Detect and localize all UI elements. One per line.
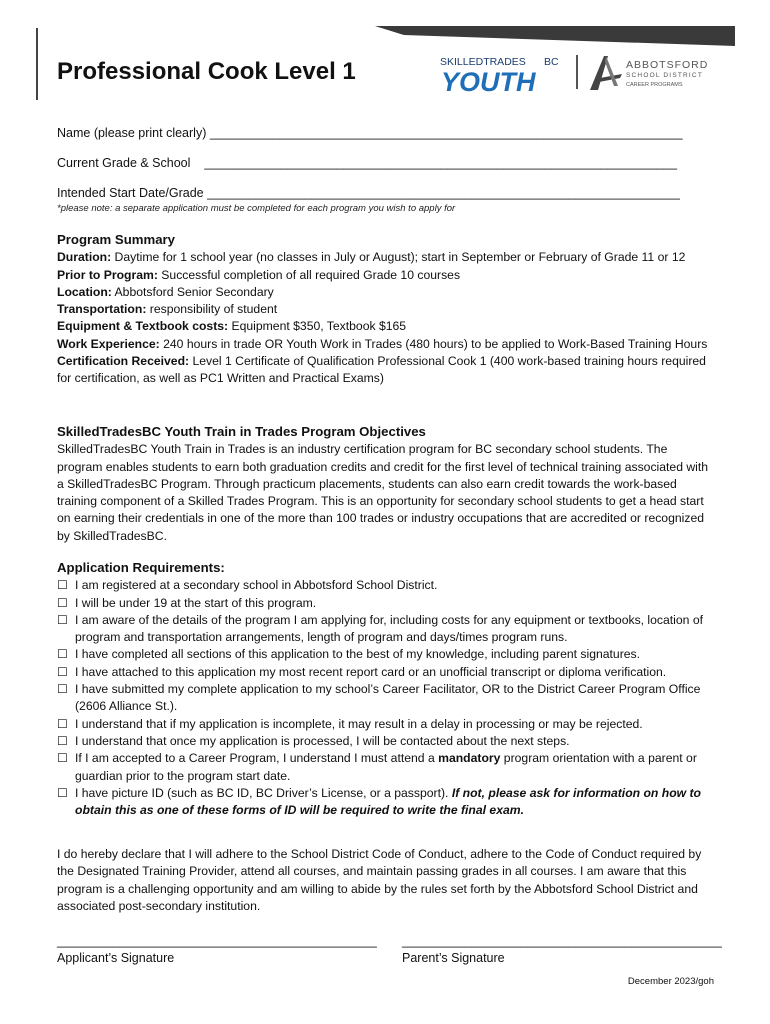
- checkbox-icon[interactable]: ☐: [57, 647, 68, 662]
- name-label: Name (please print clearly): [57, 126, 207, 140]
- requirement-item[interactable]: ☐ I have completed all sections of this application to the best of my knowledge, including parent signatures.: [57, 646, 714, 663]
- requirement-item[interactable]: ☐ I understand that once my application is processed, I will be contacted about the next steps.: [57, 733, 714, 750]
- checkbox-icon[interactable]: ☐: [57, 751, 68, 766]
- declaration: I do hereby declare that I will adhere to the School District Code of Conduct, adhere to the Code of Conduct required by the Designated Training Provider, attend all courses, and maintain passing grades in all courses. I am aware that this program is a challenging opportunity and am willing to abide by the rules set forth by the Abbotsford School District and associated post-secondary institution.: [57, 847, 702, 913]
- page-corner-rule: [36, 28, 38, 100]
- program-summary-heading: Program Summary: [57, 232, 175, 247]
- summary-location: Location: Abbotsford Senior Secondary: [57, 284, 274, 299]
- grade-school-label: Current Grade & School: [57, 156, 191, 170]
- application-requirements: [57, 559, 714, 819]
- requirement-item[interactable]: ☐ I have submitted my complete application to my school’s Career Facilitator, OR to the District Career Program Office (2606 Alliance St.).: [57, 681, 714, 716]
- checkbox-icon[interactable]: ☐: [57, 664, 68, 679]
- requirement-item[interactable]: ☐ I am registered at a secondary school in Abbotsford School District.: [57, 577, 714, 594]
- checkbox-icon[interactable]: ☐: [57, 682, 68, 697]
- summary-costs: Equipment & Textbook costs: Equipment $350, Textbook $165: [57, 319, 407, 334]
- header-decor-bar: [375, 26, 735, 46]
- summary-transportation: Transportation: responsibility of student: [57, 302, 278, 317]
- requirement-item[interactable]: ☐ I understand that if my application is incomplete, it may result in a delay in processing or may be rejected.: [57, 716, 714, 733]
- start-date-label: Intended Start Date/Grade: [57, 186, 204, 200]
- requirement-item[interactable]: ☐ I am aware of the details of the program I am applying for, including costs for any equipment or textbooks, location of program and transportation arrangements, length of program and days/times program runs.: [57, 612, 714, 647]
- logo-stb-top: SKILLEDTRADES: [440, 56, 526, 68]
- logo-stb-youth: YOUTH: [441, 67, 536, 94]
- summary-prior: Prior to Program: Successful completion of all required Grade 10 courses: [57, 267, 461, 282]
- requirements-heading: Application Requirements:: [57, 560, 225, 575]
- logo-asd-district: SCHOOL DISTRICT: [626, 72, 703, 79]
- separate-application-note: *please note: a separate application must be completed for each program you wish to apply for: [57, 203, 456, 214]
- checkbox-icon[interactable]: ☐: [57, 733, 68, 748]
- summary-certification: Certification Received: Level 1 Certificate of Qualification Professional Cook 1 (400 work-based training hours required for certification, as well as PC1 Written and Practical Exams): [57, 354, 706, 386]
- revision-date: December 2023/goh: [627, 976, 714, 987]
- summary-duration: Duration: Daytime for 1 school year (no classes in July or August); start in September or February of Grade 11 or 12: [57, 250, 686, 265]
- checkbox-icon[interactable]: ☐: [57, 612, 68, 627]
- objectives-heading: SkilledTradesBC Youth Train in Trades Program Objectives: [57, 424, 426, 439]
- abbotsford-school-district-logo: [586, 52, 716, 92]
- program-summary: [57, 231, 714, 388]
- name-blank[interactable]: ____________________________________________________________________: [209, 126, 683, 140]
- checkbox-icon[interactable]: ☐: [57, 716, 68, 731]
- requirement-item[interactable]: ☐ I have picture ID (such as BC ID, BC Driver’s License, or a passport). If not, please ask for information on how to obtain this as one of these forms of ID will be required to write the final exam.: [57, 785, 714, 820]
- skilledtradesbc-youth-logo: [440, 54, 562, 94]
- requirement-item[interactable]: ☐ If I am accepted to a Career Program, I understand I must attend a mandatory program orientation with a parent or guardian prior to the program start date.: [57, 750, 714, 785]
- logo-stb-bc: BC: [544, 56, 559, 68]
- page-title: Professional Cook Level 1: [57, 58, 356, 85]
- program-objectives: [57, 423, 714, 545]
- start-date-blank[interactable]: ____________________________________________________________________: [207, 186, 680, 200]
- parent-signature-label: Parent’s Signature: [402, 951, 505, 965]
- requirement-item[interactable]: ☐ I have attached to this application my most recent report card or an unofficial transcript or diploma verification.: [57, 664, 714, 681]
- requirement-item[interactable]: ☐ I will be under 19 at the start of this program.: [57, 595, 714, 612]
- applicant-signature-line[interactable]: ______________________________________________: [57, 934, 377, 948]
- checkbox-icon[interactable]: ☐: [57, 595, 68, 610]
- checkbox-icon[interactable]: ☐: [57, 578, 68, 593]
- summary-work-experience: Work Experience: 240 hours in trade OR Youth Work in Trades (480 hours) to be applied to Work-Based Training Hours: [57, 336, 708, 351]
- logo-asd-programs: CAREER PROGRAMS: [626, 82, 683, 88]
- name-field[interactable]: [57, 126, 683, 140]
- logo-asd-name: ABBOTSFORD: [626, 59, 709, 71]
- grade-school-blank[interactable]: ____________________________________________________________________: [204, 156, 678, 170]
- grade-school-field[interactable]: [57, 156, 677, 170]
- objectives-body: SkilledTradesBC Youth Train in Trades is an industry certification program for BC secondary school students. The program enables students to earn both graduation credits and credit for the first level of technical training associated with a SkilledTradesBC Program. Through practicum placements, students can also earn credit towards the work-based training component of a Skilled Trades Program. This is an opportunity for secondary school students to get a head start on earning their credentials in one of the more than 100 trades or industry occupations that are accredited or recognized by SkilledTradesBC.: [57, 442, 709, 543]
- start-date-field[interactable]: [57, 186, 680, 200]
- parent-signature-line[interactable]: ______________________________________________: [402, 934, 722, 948]
- checkbox-icon[interactable]: ☐: [57, 785, 68, 800]
- logo-divider: [576, 55, 578, 89]
- applicant-signature-label: Applicant’s Signature: [57, 951, 175, 965]
